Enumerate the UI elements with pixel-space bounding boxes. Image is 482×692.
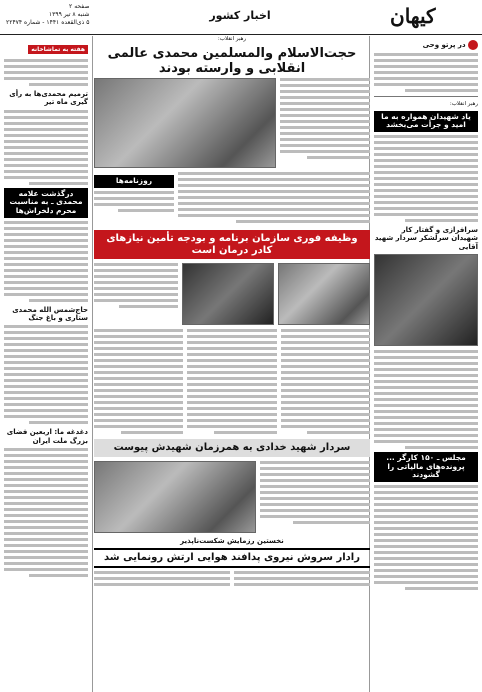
meeting-photo-1 xyxy=(278,263,370,325)
center-column xyxy=(94,36,370,692)
left-text-block-4 xyxy=(4,325,88,424)
newspaper-logo xyxy=(390,2,470,30)
center-headline: حجت‌الاسلام والمسلمین محمدی عالمی انقلابی و وارسته بودند xyxy=(107,45,357,76)
right-kicker: رهبر انقلاب: xyxy=(449,101,478,107)
right-headline-2: سرافرازی و گفتار کار شهیدان سرلشکر سردار شهید آقایی xyxy=(374,225,478,251)
left-text-block-2 xyxy=(4,110,88,185)
left-headline-4: دغدغه ما: اربعین فضای بزرگ ملت ایران xyxy=(6,428,88,445)
center-text-column-d xyxy=(260,461,370,533)
right-text-block-2 xyxy=(374,135,478,222)
issue-line: ۵ ذی‌القعده ۱۴۴۱ - شماره ۲۲۴۷۴ xyxy=(6,19,90,26)
center-box-head: روزنامه‌ها xyxy=(94,175,174,188)
right-text-block-1 xyxy=(374,53,478,92)
right-tag-label: در پرتو وحی xyxy=(422,41,466,49)
left-headline-1: ترمیم محمدی‌ها به رأی گیری ماه تیر xyxy=(9,90,88,107)
center-bottom-headline: رادار سروش نیروی پدافند هوایی ارتش رونمایی شد xyxy=(94,548,370,568)
right-headline-3: مجلس ـ ۱۵۰ کارگر ... پرونده‌های مالیاتی را گشودند xyxy=(374,452,478,482)
left-text-block-5 xyxy=(4,448,88,577)
center-text-column-a xyxy=(280,78,370,168)
meeting-photo-2 xyxy=(182,263,274,325)
date-line: شنبه ۸ تیر ۱۳۹۹ xyxy=(48,11,90,18)
left-text-block-3 xyxy=(4,221,88,302)
masthead xyxy=(0,0,482,35)
center-sub-headline: نخستین رزمایش شکست‌ناپذیر xyxy=(180,536,284,545)
issue-meta xyxy=(6,3,89,27)
center-bottom-text xyxy=(94,571,370,589)
section-title: اخبار کشور xyxy=(209,9,271,22)
center-text-grid xyxy=(94,329,370,437)
center-text-column-c xyxy=(94,263,178,325)
page-label: صفحه ۲ xyxy=(69,3,90,10)
center-kicker: رهبر انقلاب: xyxy=(217,36,247,42)
right-tag xyxy=(374,40,478,50)
right-text-block-4 xyxy=(374,485,478,590)
left-headline-3: حاج‌شمس الله محمدی ستاری و باغ جنگ xyxy=(12,305,88,323)
left-column xyxy=(4,36,93,692)
center-text-column-b xyxy=(178,172,370,226)
left-tag: هفته به تماشاخانه xyxy=(28,45,88,54)
right-text-block-3 xyxy=(374,350,478,449)
left-text-block-1 xyxy=(4,59,88,86)
right-photo xyxy=(374,254,478,346)
funeral-photo xyxy=(94,461,256,533)
logo-text: کیهان xyxy=(390,4,436,28)
right-column xyxy=(369,36,478,692)
ceremony-photo xyxy=(94,78,276,168)
seal-icon xyxy=(468,40,478,50)
center-red-headline: وظیفه فوری سازمان برنامه و بودجه تأمین نیازهای کادر درمان است xyxy=(94,230,370,259)
left-headline-2: درگذشت علامه محمدی ـ به مناسبت محرم دلخراش‌ها xyxy=(4,188,88,218)
right-headline-1: یاد شهیدان همواره به ما امید و جرأت می‌بخشد xyxy=(374,111,478,132)
center-mid-headline: سردار شهید خدادی به همرزمان شهیدش پیوست xyxy=(94,439,370,457)
